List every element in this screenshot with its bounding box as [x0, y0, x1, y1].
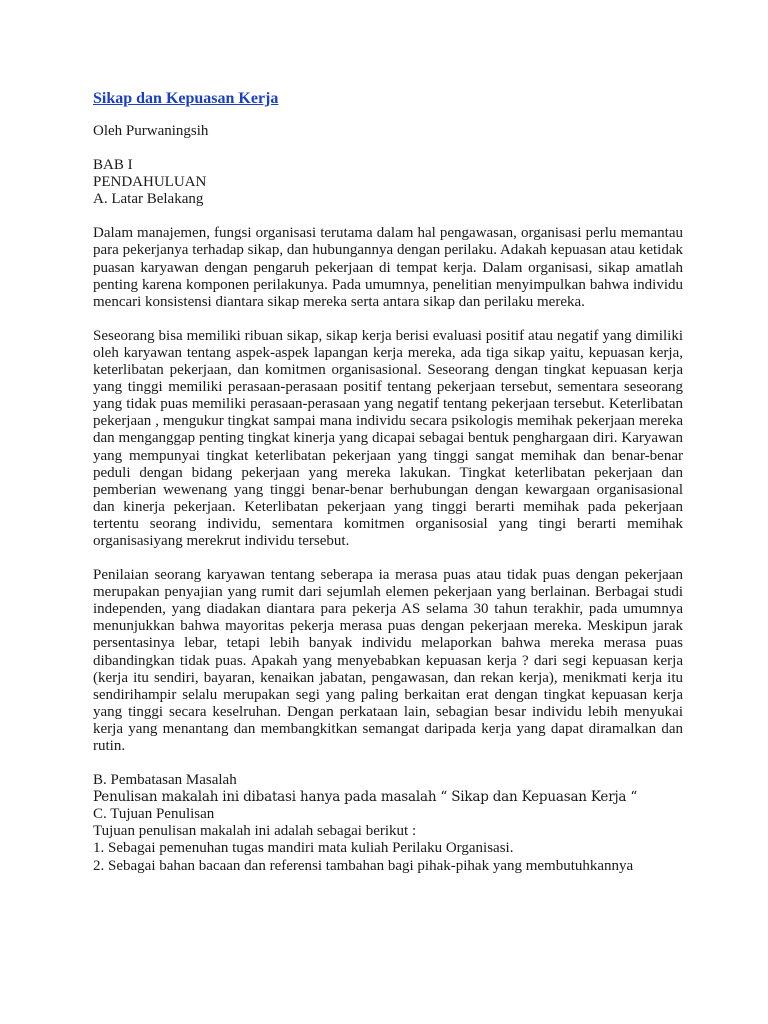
section-heading-b: B. Pembatasan Masalah	[93, 772, 237, 789]
paragraph-3: Penilaian seorang karyawan tentang seberapa ia merasa puas atau tidak puas dengan pekerjaan merupakan penyajian yang rumit dari sejumlah elemen pekerjaan yang berlainan. Berbagai studi independen, yang diadakan diantara para pekerja AS selama 30 tahun terakhir, pada umumnya menunjukkan bahwa mayoritas pekerja merasa puas dengan pekerjaan mereka. Meskipun jarak persentasinya lebar, tetapi lebih banyak individu melaporkan bahwa mereka merasa puas dibandingkan tidak puas. Apakah yang menyebabkan kepuasan kerja ? dari segi kepuasan kerja (kerja itu sendiri, bayaran, kenaikan jabatan, pengawasan, dan rekan kerja), menikmati kerja itu sendirihampir selalu merupakan segi yang paling berkaitan erat dengan tingkat kepuasan kerja yang tinggi secara keselruhan. Dengan perkataan lain, sebagian besar individu lebih menyukai kerja yang menantang dan membangkitkan semangat daripada kerja yang dapat diramalkan dan rutin.	[93, 567, 683, 754]
purpose-item-1: 1. Sebagai pemenuhan tugas mandiri mata kuliah Perilaku Organisasi.	[93, 840, 514, 857]
section-heading-c: C. Tujuan Penulisan	[93, 806, 215, 823]
paragraph-1: Dalam manajemen, fungsi organisasi terutama dalam hal pengawasan, organisasi perlu memantau para pekerjanya terhadap sikap, dan hubungannya dengan perilaku. Adakah kepuasan atau ketidak puasan karyawan dengan pengaruh pekerjaan di tempat kerja. Dalam organisasi, sikap amatlah penting karena komponen perilakunya. Pada umumnya, penelitian menyimpulkan bahwa individu mencari konsistensi diantara sikap mereka serta antara sikap dan perilaku mereka.	[93, 225, 683, 310]
chapter-title: PENDAHULUAN	[93, 174, 207, 191]
section-heading-a: A. Latar Belakang	[93, 191, 204, 208]
author-line: Oleh Purwaningsih	[93, 123, 209, 139]
scope-text: Penulisan makalah ini dibatasi hanya pada masalah “ Sikap dan Kepuasan Kerja “	[93, 789, 638, 806]
purpose-intro: Tujuan penulisan makalah ini adalah sebagai berikut :	[93, 823, 417, 840]
document-page	[93, 90, 683, 875]
purpose-item-2: 2. Sebagai bahan bacaan dan referensi tambahan bagi pihak-pihak yang membutuhkannya	[93, 857, 634, 874]
article-title-link[interactable]: Sikap dan Kepuasan Kerja	[93, 90, 279, 107]
paragraph-2: Seseorang bisa memiliki ribuan sikap, sikap kerja berisi evaluasi positif atau negatif yang dimiliki oleh karyawan tentang aspek-aspek lapangan kerja mereka, ada tiga sikap yaitu, kepuasan kerja, keterlibatan pekerjaan, dan komitmen organisasional. Seseorang dengan tingkat kepuasan kerja yang tinggi memiliki perasaan-perasaan positif tentang pekerjaan tersebut, sementara seseorang yang tidak puas memiliki perasaan-perasaan yang negatif tentang pekerjaan tersebut. Keterlibatan pekerjaan , mengukur tingkat sampai mana individu secara psikologis memihak pekerjaan mereka dan menganggap penting tingkat kinerja yang dicapai sebagai bentuk penghargaan diri. Karyawan yang mempunyai tingkat keterlibatan pekerjaan yang tinggi sangat memihak dan benar-benar peduli dengan bidang pekerjaan yang mereka lakukan. Tingkat keterlibatan pekerjaan dan pemberian wewenang yang tinggi benar-benar berhubungan dengan kewargaan organisasional dan kinerja pekerjaan. Keterlibatan pekerjaan yang tinggi berarti memihak pada pekerjaan tertentu seorang individu, sementara komitmen organisosial yang tingi berarti memihak organisasiyang merekrut individu tersebut.	[93, 327, 683, 549]
chapter-number: BAB I	[93, 157, 133, 174]
